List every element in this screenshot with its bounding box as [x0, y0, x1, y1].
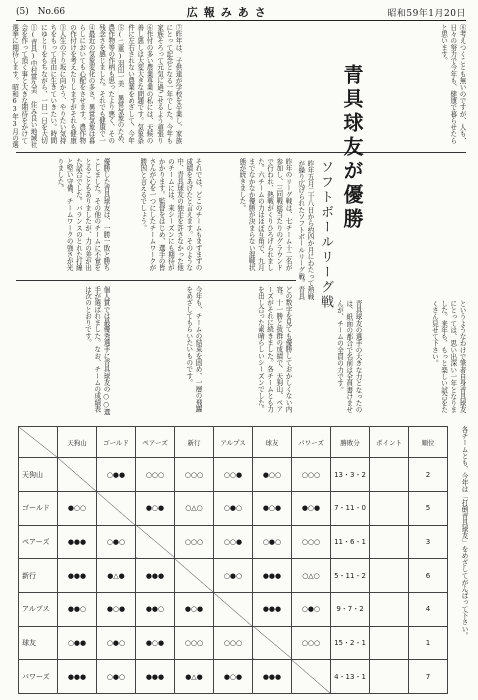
article2-body-3: 各チームとも、今年は「打倒青具球友」をめざしてがんばって下さい。: [460, 426, 468, 639]
result-cell: ○●●: [97, 458, 136, 492]
header-team: 球友: [253, 427, 292, 458]
rank-cell: 1: [409, 626, 448, 660]
header-record: 勝敗分: [331, 427, 370, 458]
rank-cell: 7: [409, 660, 448, 694]
record-cell: 9・7・2: [331, 593, 370, 627]
header-rank: 順位: [409, 427, 448, 458]
point-cell: [370, 626, 409, 660]
result-cell: [175, 559, 214, 593]
result-cell: ●●○: [58, 593, 97, 627]
result-cell: ●○●: [136, 626, 175, 660]
point-cell: [370, 660, 409, 694]
result-cell: ○●○: [214, 559, 253, 593]
newsletter-title: 広報みあさ: [186, 6, 272, 19]
rank-cell: 5: [409, 492, 448, 526]
article-body-2: それでは、どこのチームもまずまずの成績をあげたと言えます。そのような中、青具球友の独走を許さなかった他のチームには、来シーズンにも期待がかかります。監督をはじめ、選手の皆さんが心を一つにしたチームワークが勝因と言えるでしょう。: [138, 158, 202, 272]
header-team: ゴールド: [97, 427, 136, 458]
team-name: 天狗山: [19, 458, 58, 492]
result-cell: ○△○: [292, 559, 331, 593]
point-cell: [370, 525, 409, 559]
point-cell: [370, 593, 409, 627]
header-team: ペアーズ: [136, 427, 175, 458]
result-cell: ○●○: [97, 626, 136, 660]
result-cell: [292, 660, 331, 694]
record-cell: 4・13・1: [331, 660, 370, 694]
rank-cell: 6: [409, 559, 448, 593]
result-cell: ○○○: [175, 458, 214, 492]
standings-table: [18, 426, 448, 694]
result-cell: ●○○: [253, 458, 292, 492]
result-cell: ●●●: [136, 559, 175, 593]
standings-header-row: [19, 427, 448, 458]
table-row: [19, 626, 448, 660]
article-body-1: 昨年のリーグ戦は、七チーム十二名が参加し、三回戦総当たりのグラウンドで行われ、熱戦がくりひろげられました。六チームの力はほぼ互角で、九月までなかなか優勝が決まらない混戦状態が続きました。: [237, 158, 292, 272]
result-cell: ●●●: [253, 559, 292, 593]
record-cell: 15・2・1: [331, 626, 370, 660]
article-lead: 昨年五月二十八日から約四か月にわたって熱戦が繰り広げられたソフトボールリーグ戦。青具: [296, 160, 314, 300]
page-header: [16, 4, 466, 21]
result-cell: ○○●: [214, 458, 253, 492]
article2-body-1: というようなわけで筆者自身青具球友にとっては、思い出深い一年となりました。来年も、もっと楽しい試合をたくさん見せて下さい。: [430, 300, 466, 414]
table-row: [19, 458, 448, 492]
result-cell: ●●●: [58, 559, 97, 593]
team-name: ペアーズ: [19, 525, 58, 559]
result-cell: ●●●: [253, 660, 292, 694]
article-body-4: どの数字を見ても優勝しておかしくない内容。十一勝と抜群の成績で、天狗山、ペアーズがそれに続きました。各チームとも力を出し合った素晴らしいシーズンでした。: [256, 286, 292, 413]
article2-body-4: 個人賞では最優秀選手に青具球友の○○選手が選ばれました。なお、チームの成績表は次のとおりです。: [83, 286, 110, 416]
result-cell: ●○●: [136, 492, 175, 526]
record-cell: 5・11・2: [331, 559, 370, 593]
result-cell: ●●●: [58, 660, 97, 694]
essay-column-7: ⑧考えつくことも無いのですが、人も、日々の努力で今年も、健康で暮らせたらと思います。: [439, 24, 466, 144]
issue-number: No.66: [37, 7, 66, 17]
section-divider: [16, 152, 466, 153]
point-cell: [370, 458, 409, 492]
result-cell: ●○●: [175, 593, 214, 627]
record-cell: 11・6・1: [331, 525, 370, 559]
result-cell: ○●○: [253, 525, 292, 559]
essay-column-6: ⑦昨年は、子供達が学校を卒業し、家族にとって記念となる一年でした。今年も家族そろって元気に過ごせるよう頑張り: [156, 24, 182, 144]
essay-column-4: ⑤(二重)羽田一美 異常気象のため、農作物等の作柄も思ったより悪く、その残念さを感じました。それでも健康で一: [98, 24, 124, 148]
result-cell: ●●●: [253, 593, 292, 627]
result-cell: ○○○: [175, 626, 214, 660]
result-cell: ●○●: [253, 492, 292, 526]
result-cell: ○○●: [214, 525, 253, 559]
result-cell: ○○○: [292, 626, 331, 660]
article-body-5: 今年も、チームの結束を固め、一層の飛躍をめざしてもらいたいものです。: [184, 286, 202, 413]
article-subhead: ソフトボールリーグ戦: [318, 160, 333, 310]
header-corner: [19, 427, 58, 458]
header-team: アルプス: [214, 427, 253, 458]
essay-column-1: ①(青具)中村富久美 住み良い地域社会を作って頂く事と大きな期待をかけて選挙に期待します。昭和63年3月の選: [11, 24, 37, 148]
result-cell: ○△○: [175, 492, 214, 526]
essay-column-2: ③人生の下り坂に向かう、やりたい気持ちをもって自由に生きていきたい。時間にゆとりをもちながら、一日一日を大切: [40, 24, 66, 144]
result-cell: ●●○: [136, 593, 175, 627]
result-cell: [214, 593, 253, 627]
result-cell: ○○○: [136, 458, 175, 492]
table-row: [19, 660, 448, 694]
team-name: アルプス: [19, 593, 58, 627]
result-cell: ○○○: [214, 626, 253, 660]
result-cell: ○○○: [292, 525, 331, 559]
header-team: 新行: [175, 427, 214, 458]
result-cell: [136, 525, 175, 559]
result-cell: ○●○: [214, 492, 253, 526]
result-cell: ○○○: [175, 525, 214, 559]
record-cell: 13・3・2: [331, 458, 370, 492]
result-cell: ○●●: [58, 626, 97, 660]
table-row: [19, 525, 448, 559]
rank-cell: 3: [409, 525, 448, 559]
page-number: (5): [16, 7, 29, 17]
point-cell: [370, 559, 409, 593]
result-cell: ●△●: [175, 660, 214, 694]
table-row: [19, 559, 448, 593]
result-cell: ●●●: [58, 525, 97, 559]
result-cell: ●○○: [58, 492, 97, 526]
result-cell: ○●○: [97, 525, 136, 559]
result-cell: ○●○: [292, 593, 331, 627]
article2-body-2: 青具球友の選手の大きな力となったのは、紙面の都合で名前は全員書けませんが、チームの全員の力です。: [335, 300, 362, 414]
point-cell: [370, 492, 409, 526]
team-name: 球友: [19, 626, 58, 660]
record-cell: 7・11・0: [331, 492, 370, 526]
result-cell: ○●○: [97, 660, 136, 694]
header-team: 天狗山: [58, 427, 97, 458]
essay-column-3: ④最近の気象変化の多さ。異常気象は暮らしにおいても心配をさせます。農作物の作付けを考えたりしますがそれも健康: [69, 24, 95, 144]
essay-column-5: ⑥作付の多い農業専業の私には、天候の善し悪しは大変大きな問題です。気象条件に左右されない農業をめざして、今年: [127, 24, 153, 144]
team-name: パワーズ: [19, 660, 58, 694]
page-number-group: [16, 7, 71, 17]
rank-cell: 4: [409, 593, 448, 627]
result-cell: ○○○: [292, 458, 331, 492]
result-cell: [58, 458, 97, 492]
header-team: パワーズ: [292, 427, 331, 458]
result-cell: ●●●: [136, 660, 175, 694]
article-body-3: 優勝した青具球友は、一勝一敗と勝ちこしました。その他のチームに不覚をとることもありましたが、力の差が出た試合でした。バランスのとれた打線と堅い守備、チームワークの強さが光りました。: [55, 158, 110, 272]
result-cell: ●○●: [292, 492, 331, 526]
article-divider: [16, 280, 296, 281]
issue-date: 昭和59年1月20日: [387, 8, 466, 19]
result-cell: ●○●: [97, 593, 136, 627]
result-cell: [97, 492, 136, 526]
header-point: ポイント: [370, 427, 409, 458]
table-row: [19, 492, 448, 526]
table-row: [19, 593, 448, 627]
team-name: 新行: [19, 559, 58, 593]
rank-cell: 2: [409, 458, 448, 492]
result-cell: ●△●: [97, 559, 136, 593]
team-name: ゴールド: [19, 492, 58, 526]
result-cell: [253, 626, 292, 660]
article-headline: 青具球友が優勝: [340, 64, 364, 232]
result-cell: ●○●: [214, 660, 253, 694]
